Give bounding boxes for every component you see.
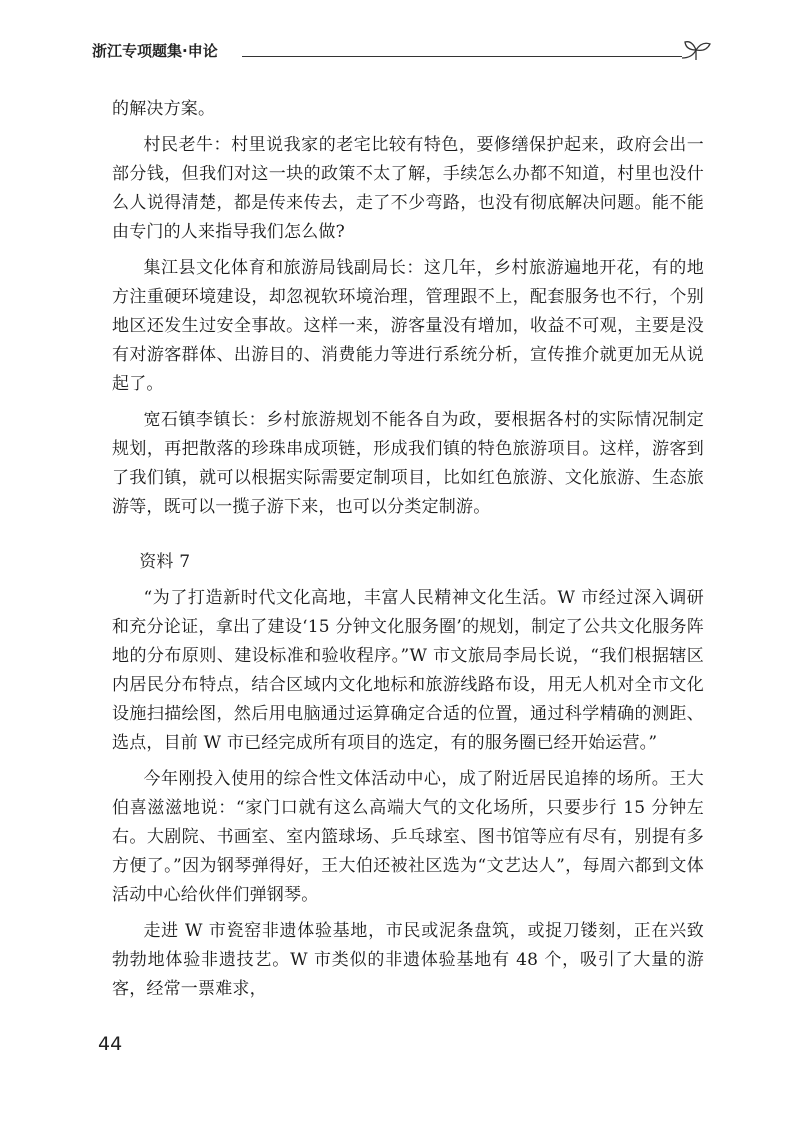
paragraph: 集江县文化体育和旅游局钱副局长：这几年，乡村旅游遍地开花，有的地方注重硬环境建设，却忽视软环境治理，管理跟不上，配套服务也不行，个别地区还发生过安全事故。这样一来，游客量没有增加，收益不可观，主要是没有对游客群体、出游目的、消费能力等进行系统分析，宣传推介就更加无从说起了。 [112, 258, 704, 394]
section-heading: 资料 7 [139, 552, 191, 572]
book-title: 浙江专项题集·申论 [92, 42, 218, 60]
paragraph: 的解决方案。 [112, 99, 216, 119]
paragraph: 今年刚投入使用的综合性文体活动中心，成了附近居民追捧的场所。王大伯喜滋滋地说：“家门口就有这么高端大气的文化场所，只要步行 15 分钟左右。大剧院、书画室、室内篮球场、乒乓球室、图书馆等应有尽有，别提有多方便了。”因为钢琴弹得好，王大伯还被社区选为“文艺达人”，每周六都到文体活动中心给伙伴们弹钢琴。 [112, 769, 704, 905]
sprout-icon [678, 38, 714, 64]
page-number: 44 [98, 1033, 123, 1055]
paragraph: 宽石镇李镇长：乡村旅游规划不能各自为政，要根据各村的实际情况制定规划，再把散落的珍珠串成项链，形成我们镇的特色旅游项目。这样，游客到了我们镇，就可以根据实际需要定制项目，比如红色旅游、文化旅游、生态旅游等，既可以一揽子游下来，也可以分类定制游。 [112, 410, 704, 517]
paragraph: 走进 W 市瓷窑非遗体验基地，市民或泥条盘筑，或捉刀镂刻，正在兴致勃勃地体验非遗技艺。W 市类似的非遗体验基地有 48 个，吸引了大量的游客，经常一票难求， [112, 921, 704, 999]
page-body [112, 95, 704, 1004]
paragraph: “为了打造新时代文化高地，丰富人民精神文化生活。W 市经过深入调研和充分论证，拿出了建设‘15 分钟文化服务圈’的规划，制定了公共文化服务阵地的分布原则、建设标准和验收程序。”W 市文旅局李局长说，“我们根据辖区内居民分布特点，结合区域内文化地标和旅游线路布设，用无人机对全市文化设施扫描绘图，然后用电脑通过运算确定合适的位置，通过科学精确的测距、选点，目前 W 市已经完成所有项目的选定，有的服务圈已经开始运营。” [112, 588, 704, 753]
header-rule [242, 56, 682, 57]
paragraph: 村民老牛：村里说我家的老宅比较有特色，要修缮保护起来，政府会出一部分钱，但我们对这一块的政策不太了解，手续怎么办都不知道，村里也没什么人说得清楚，都是传来传去，走了不少弯路，也没有彻底解决问题。能不能由专门的人来指导我们怎么做? [112, 135, 704, 242]
running-header [92, 36, 722, 72]
